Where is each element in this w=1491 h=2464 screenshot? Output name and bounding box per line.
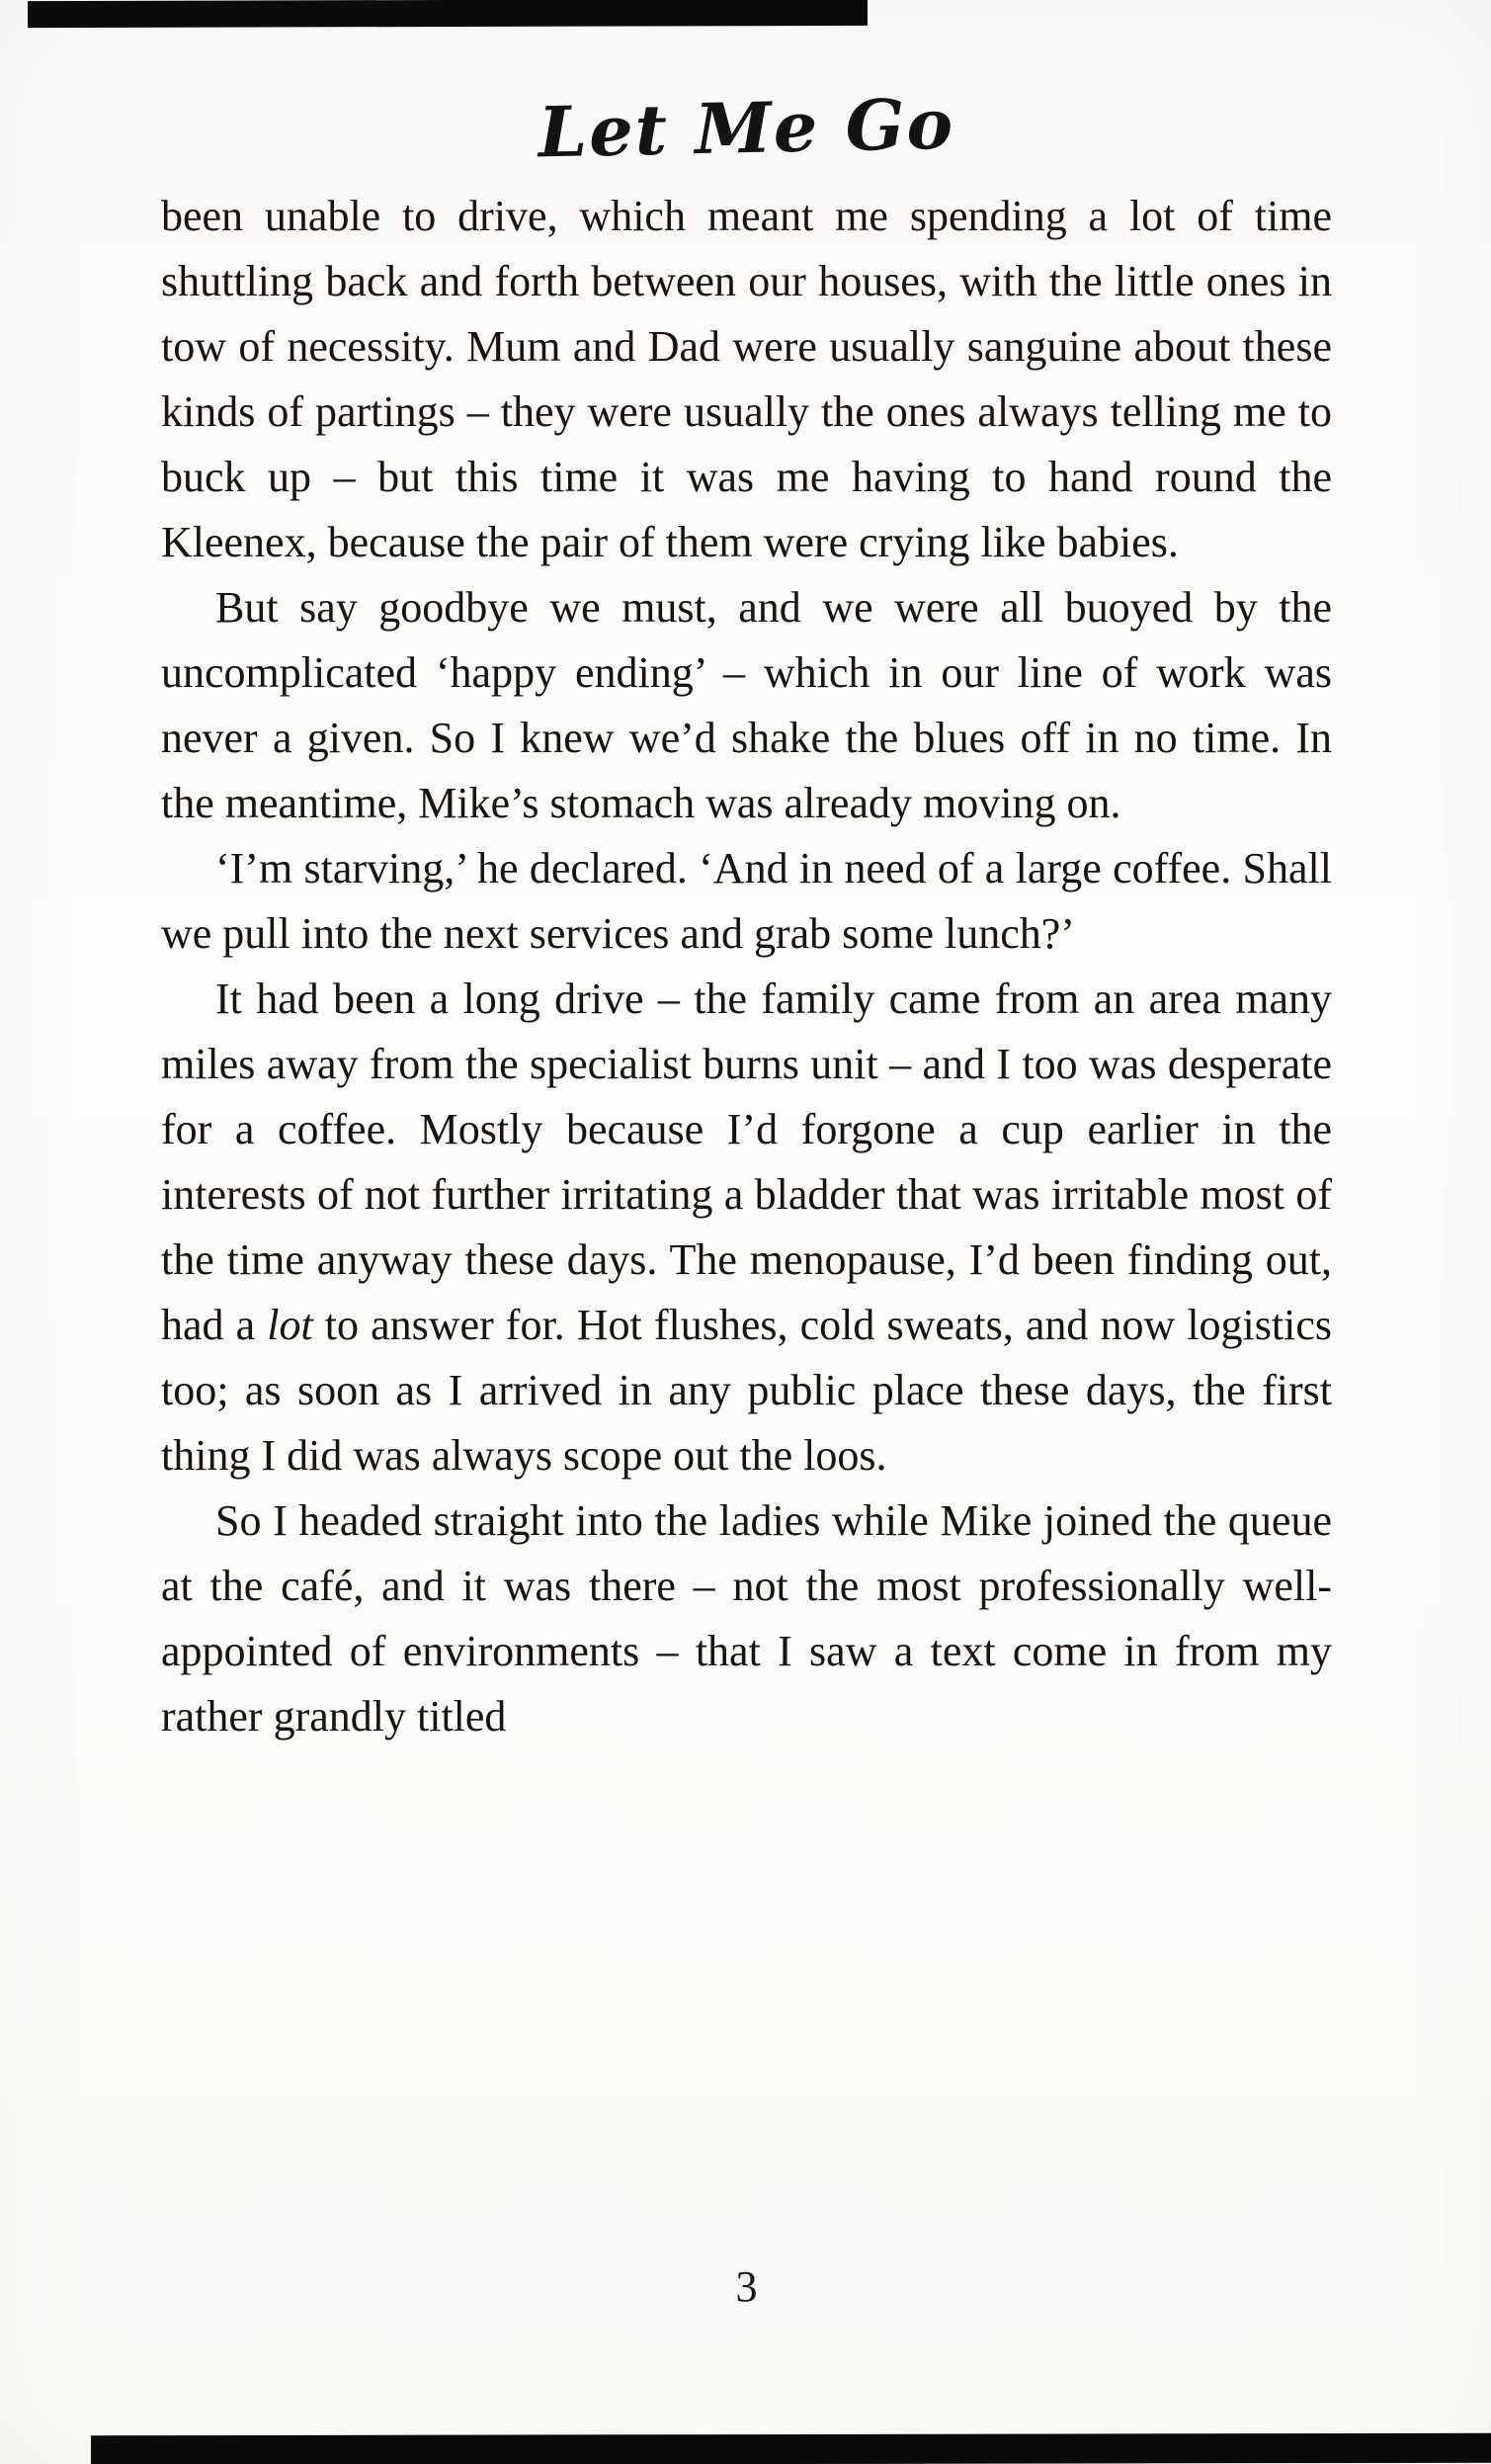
paragraph: ‘I’m starving,’ he declared. ‘And in need of a large coffee. Shall we pull into the next services and grab some lunch?’ (161, 844, 1332, 958)
paragraph: been unable to drive, which meant me spending a lot of time shuttling back and forth between our houses, with the little ones in tow of necessity. Mum and Dad were usually sanguine about these kinds of partings – they were usually the ones always telling me to buck up – but this time it was me having to hand round the Kleenex, because the pair of them were crying like babies. (161, 192, 1332, 566)
paragraph (161, 967, 1332, 1488)
paragraph: But say goodbye we must, and we were all buoyed by the uncomplicated ‘happy ending’ – which in our line of work was never a given. So I knew we’d shake the blues off in no time. In the meantime, Mike’s stomach was already moving on. (161, 583, 1332, 827)
page-number: 3 (735, 2262, 758, 2311)
scan-artifact-top-edge (28, 0, 868, 28)
italicized-word: lot (267, 1301, 313, 1349)
paragraph-text-segment: to answer for. Hot flushes, cold sweats, and now logistics too; as soon as I arrived in any public place these days, the first thing I did was always scope out the loos. (161, 1301, 1333, 1480)
running-head-title: Let Me Go (538, 82, 955, 174)
body-text-block (161, 184, 1332, 1749)
paragraph-text-segment: It had been a long drive – the family came from an area many miles away from the specialist burns unit – and I too was desperate for a coffee. Mostly because I’d forgone a cup earlier in the interests of not further irritating a bladder that was irritable most of the time anyway these days. The menopause, I’d been finding out, had a (161, 975, 1332, 1349)
scan-artifact-bottom-edge (91, 2433, 1491, 2464)
paragraph: So I headed straight into the ladies while Mike joined the queue at the café, and it was there – not the most professionally well-appointed of environments – that I saw a text come in from my rather grandly titled (161, 1496, 1332, 1741)
